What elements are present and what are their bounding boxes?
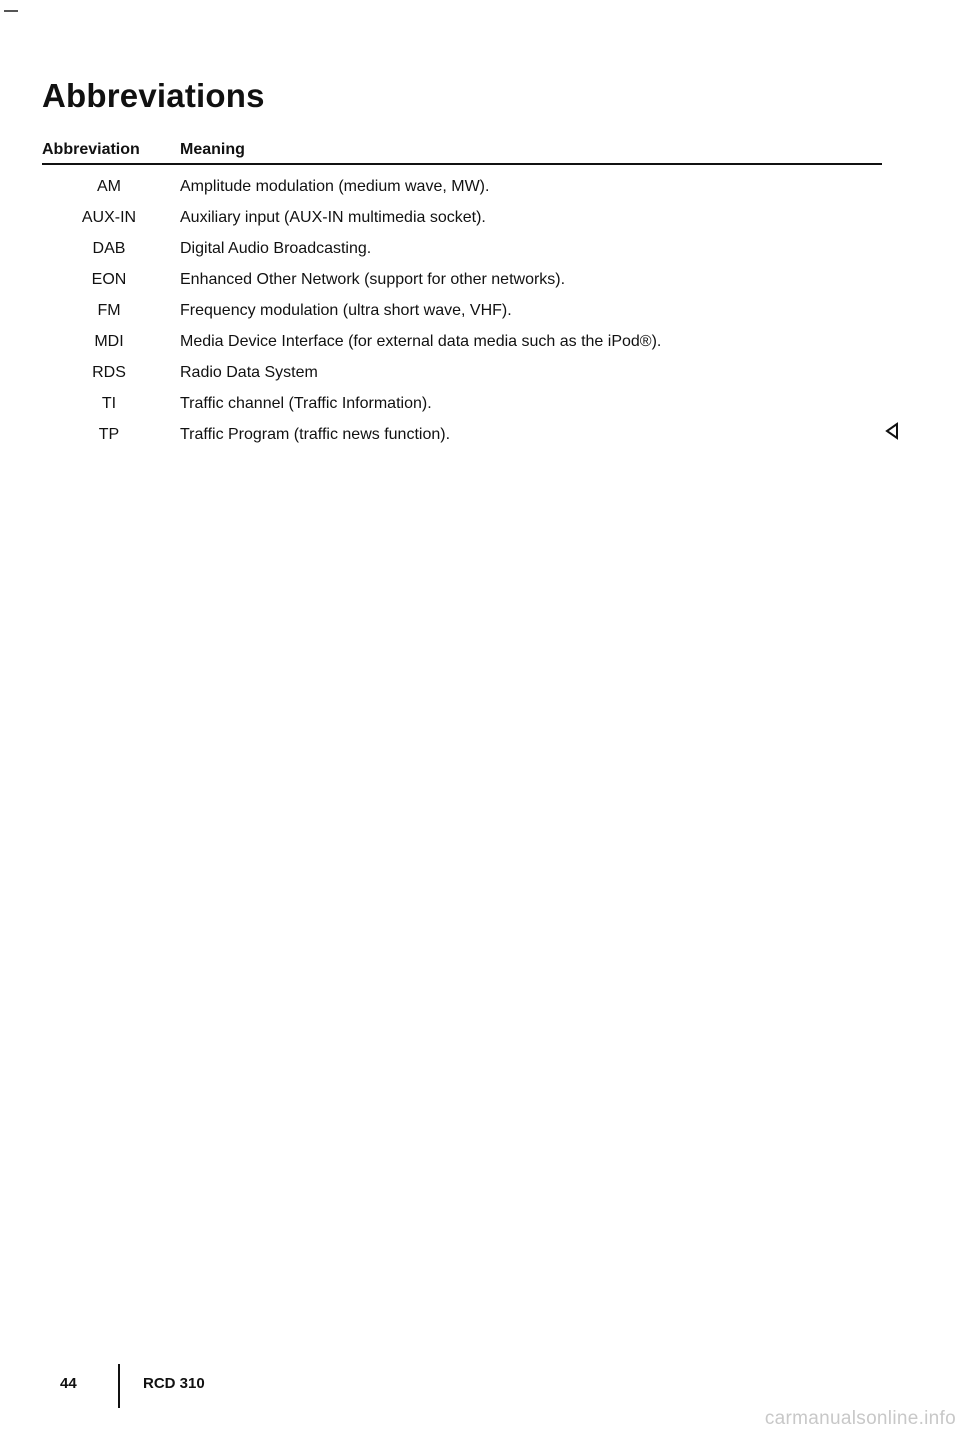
abbreviations-table: [42, 137, 882, 450]
triangle-left-outline-icon: [884, 422, 900, 440]
meaning-cell: Media Device Interface (for external data media such as the iPod®).: [180, 332, 662, 350]
header-abbreviation: Abbreviation: [42, 137, 180, 164]
header-meaning: Meaning: [180, 137, 882, 164]
table-row: [42, 388, 882, 419]
corner-mark: [4, 10, 18, 12]
meaning-cell: Traffic Program (traffic news function).: [180, 425, 451, 443]
abbreviation-cell: MDI: [94, 332, 124, 350]
table-header-row: [42, 137, 882, 164]
abbreviation-cell: EON: [91, 270, 127, 288]
table-row: [42, 295, 882, 326]
footer-model-name: RCD 310: [143, 1375, 205, 1392]
meaning-cell: Amplitude modulation (medium wave, MW).: [180, 177, 490, 195]
page-title: Abbreviations: [42, 77, 265, 114]
meaning-cell: Radio Data System: [180, 363, 318, 381]
abbreviation-cell: TP: [98, 425, 120, 443]
footer-divider: [118, 1364, 120, 1408]
meaning-cell: Frequency modulation (ultra short wave, VHF).: [180, 301, 512, 319]
meaning-cell: Digital Audio Broadcasting.: [180, 239, 372, 257]
watermark: carmanualsonline.info: [764, 1408, 956, 1429]
table-row: [42, 419, 882, 450]
abbreviation-cell: AM: [97, 177, 121, 195]
abbreviation-cell: RDS: [92, 363, 126, 381]
abbreviation-cell: TI: [101, 394, 117, 412]
table-row: [42, 233, 882, 264]
table-row: [42, 326, 882, 357]
meaning-cell: Auxiliary input (AUX-IN multimedia socket).: [180, 208, 486, 226]
abbreviation-cell: FM: [97, 301, 121, 319]
page-number: 44: [60, 1375, 77, 1392]
meaning-cell: Traffic channel (Traffic Information).: [180, 394, 432, 412]
abbreviation-cell: AUX-IN: [81, 208, 137, 226]
table-row: [42, 357, 882, 388]
table-row: [42, 264, 882, 295]
table-row: [42, 164, 882, 202]
meaning-cell: Enhanced Other Network (support for other networks).: [180, 270, 566, 288]
abbreviation-cell: DAB: [92, 239, 126, 257]
table-row: [42, 202, 882, 233]
